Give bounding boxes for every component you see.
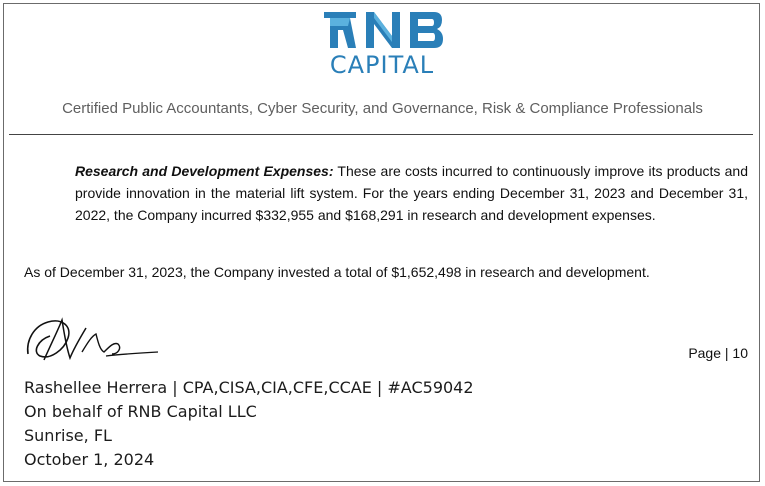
signer-location: Sunrise, FL	[24, 426, 112, 445]
header-divider	[9, 134, 753, 135]
signer-firm: On behalf of RNB Capital LLC	[24, 402, 257, 421]
firm-tagline: Certified Public Accountants, Cyber Security, and Governance, Risk & Compliance Professionals	[62, 100, 703, 117]
signer-date: October 1, 2024	[24, 450, 155, 469]
rnb-capital-logo	[316, 8, 448, 79]
rd-heading: Research and Development Expenses:	[75, 163, 334, 179]
signer-credentials: Rashellee Herrera | CPA,CISA,CIA,CFE,CCAE | #AC59042	[24, 378, 474, 397]
rd-text: These are costs incurred to continuously improve its products and provide innovation in the material lift system. For the years ending December 31, 2023 and December 31, 2022, the Company incurred $332,955 and $168,291 in research and development expenses.	[75, 163, 748, 223]
invested-statement: As of December 31, 2023, the Company invested a total of $1,652,498 in research and development.	[24, 264, 650, 280]
page-number: Page | 10	[688, 345, 748, 361]
logo-wordmark: CAPITAL	[329, 51, 435, 79]
rd-paragraph	[75, 160, 748, 226]
handwritten-signature	[22, 312, 172, 374]
signer-block	[24, 376, 624, 472]
rnb-logo-mark	[316, 8, 448, 52]
